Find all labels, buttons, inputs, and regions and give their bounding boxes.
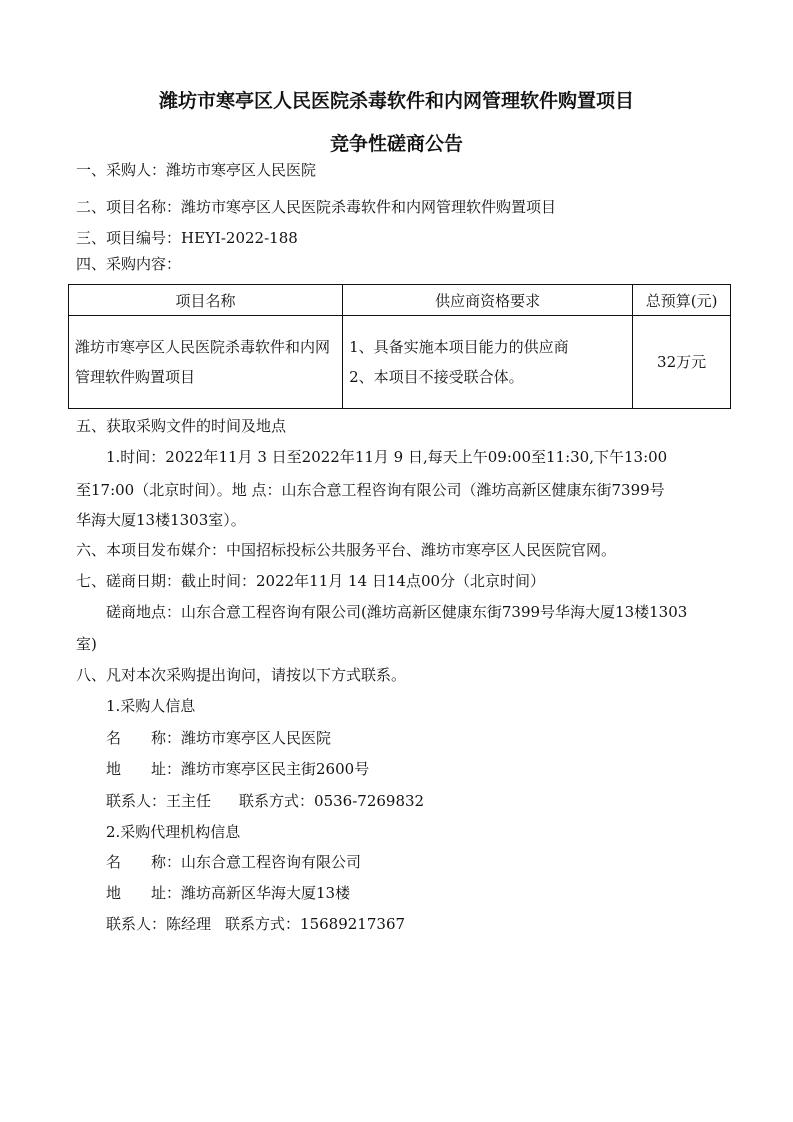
purchaser-name: 潍坊市寒亭区人民医院 [181,729,332,747]
cell-requirements [343,316,633,409]
requirement-1: 1、具备实施本项目能力的供应商 [349,338,569,356]
content-heading: 四、采购内容： [76,255,182,273]
agency-info-heading: 2.采购代理机构信息 [106,823,241,841]
contact-label: 联系人： [106,915,167,933]
table-row [69,316,731,409]
header-budget: 总预算(元) [633,285,731,316]
agency-name: 山东合意工程咨询有限公司 [181,853,362,871]
procurement-table [68,284,731,409]
purchaser-name-line [106,728,331,748]
purchaser-line: 一、采购人：潍坊市寒亭区人民医院 [76,161,317,179]
document-title: 潍坊市寒亭区人民医院杀毒软件和内网管理软件购置项目 [158,90,634,112]
purchaser-contact: 王主任 [166,792,212,810]
agency-name-line [106,852,361,872]
cell-budget: 32万元 [633,316,731,409]
table-header-row [69,285,731,316]
purchaser-phone: 0536-7269832 [314,792,425,810]
header-requirements: 供应商资格要求 [343,285,633,316]
section5-line3: 华海大厦13楼1303室）。 [76,511,246,529]
project-number-line: 三、项目编号：HEYI-2022-188 [76,229,298,247]
purchaser-info-heading: 1.采购人信息 [106,697,196,715]
address-label: 地 址： [106,760,182,778]
header-project-name: 项目名称 [69,285,343,316]
agency-contact: 陈经理 [166,915,212,933]
section5-line1: 1.时间：2022年11月 3 日至2022年11月 9 日,每天上午09:00至11:30,下午13:00 [106,448,668,466]
name-label: 名 称： [106,729,182,747]
cell-project-name: 潍坊市寒亭区人民医院杀毒软件和内网管理软件购置项目 [69,316,343,409]
section7-line1: 七、磋商日期：截止时间：2022年11月 14 日14点00分（北京时间） [76,572,546,590]
purchaser-address: 潍坊市寒亭区民主街2600号 [181,760,370,778]
name-label: 名 称： [106,853,182,871]
section5-line2: 至17:00（北京时间）。地 点：山东合意工程咨询有限公司（潍坊高新区健康东街7399号 [76,481,665,499]
project-name-line: 二、项目名称：潍坊市寒亭区人民医院杀毒软件和内网管理软件购置项目 [76,198,557,216]
section5-heading: 五、获取采购文件的时间及地点 [76,417,287,435]
section8-heading: 八、凡对本次采购提出询问，请按以下方式联系。 [76,666,407,684]
address-label: 地 址： [106,884,182,902]
purchaser-contact-line [106,791,424,811]
contact-label: 联系人： [106,792,167,810]
requirement-2: 2、本项目不接受联合体。 [349,368,524,386]
document-subtitle: 竞争性磋商公告 [329,133,463,155]
phone-label: 联系方式： [239,792,315,810]
section7-line2: 磋商地点：山东合意工程咨询有限公司(潍坊高新区健康东街7399号华海大厦13楼1303 [106,603,688,621]
phone-label: 联系方式： [225,915,301,933]
agency-phone: 15689217367 [300,915,406,933]
agency-address-line [106,883,350,903]
purchaser-address-line [106,759,369,779]
agency-contact-line [106,914,405,934]
section7-line3: 室) [76,635,97,653]
agency-address: 潍坊高新区华海大厦13楼 [181,884,351,902]
section6-line: 六、本项目发布媒介：中国招标投标公共服务平台、潍坊市寒亭区人民医院官网。 [76,541,617,559]
